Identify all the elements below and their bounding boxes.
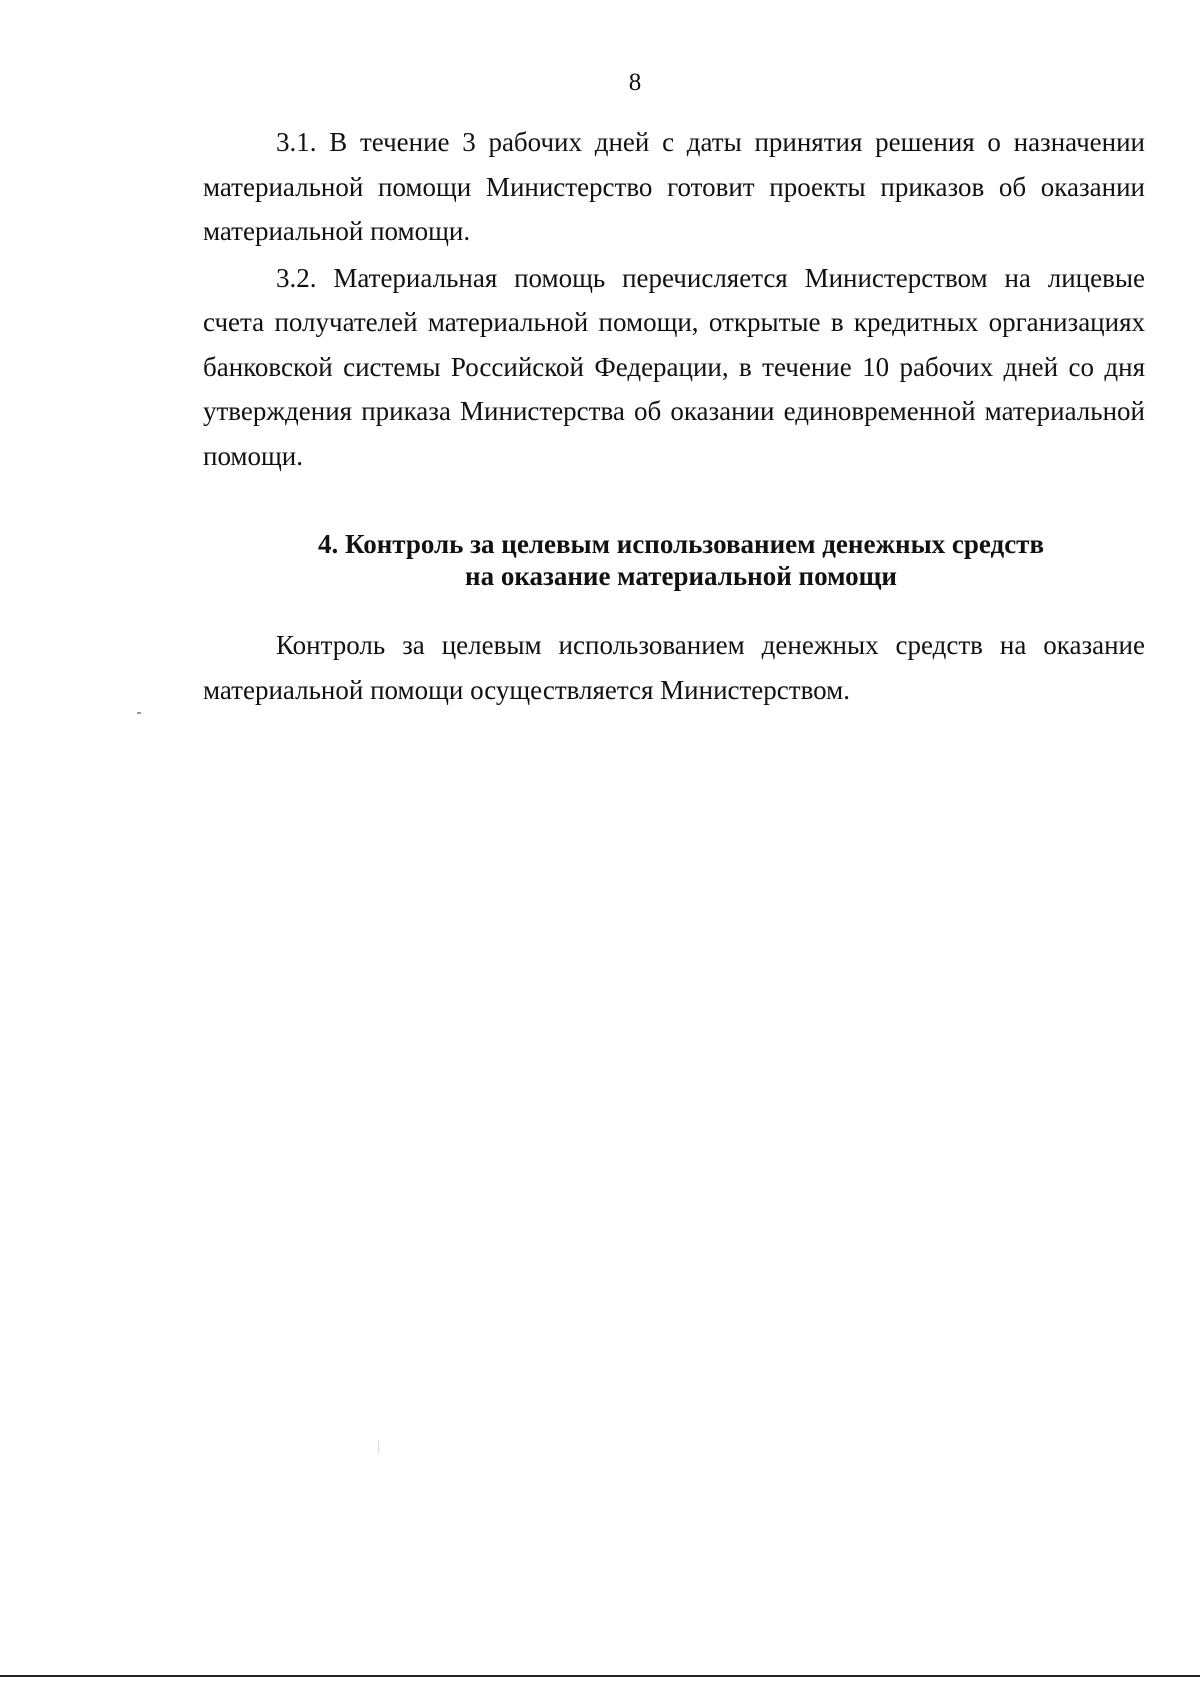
page-number: 8 xyxy=(628,69,642,96)
paragraph-3-1: 3.1. В течение 3 рабочих дней с даты принятия решения о назначении материальной помощи Министерство готовит проекты приказов об оказании материальной помощи. xyxy=(203,127,1145,246)
bottom-edge-line xyxy=(0,1675,1200,1677)
section-4-heading-line-1: 4. Контроль за целевым использованием денежных средств xyxy=(317,529,1045,559)
section-4-heading xyxy=(203,528,1145,592)
scan-speck xyxy=(137,712,141,714)
scan-faint-mark xyxy=(378,1440,379,1454)
paragraph-3-2: 3.2. Материальная помощь перечисляется Министерством на лицевые счета получателей материальной помощи, открытые в кредитных организациях банковской системы Российской Федерации, в течение 10 рабочих дней со дня утверждения приказа Министерства об оказании единовременной материальной помощи. xyxy=(203,262,1145,471)
section-4-heading-line-2: на оказание материальной помощи xyxy=(465,561,897,591)
section-4-paragraph: Контроль за целевым использованием денежных средств на оказание материальной помощи осуществляется Министерством. xyxy=(203,630,1145,705)
document-body xyxy=(203,120,1145,712)
